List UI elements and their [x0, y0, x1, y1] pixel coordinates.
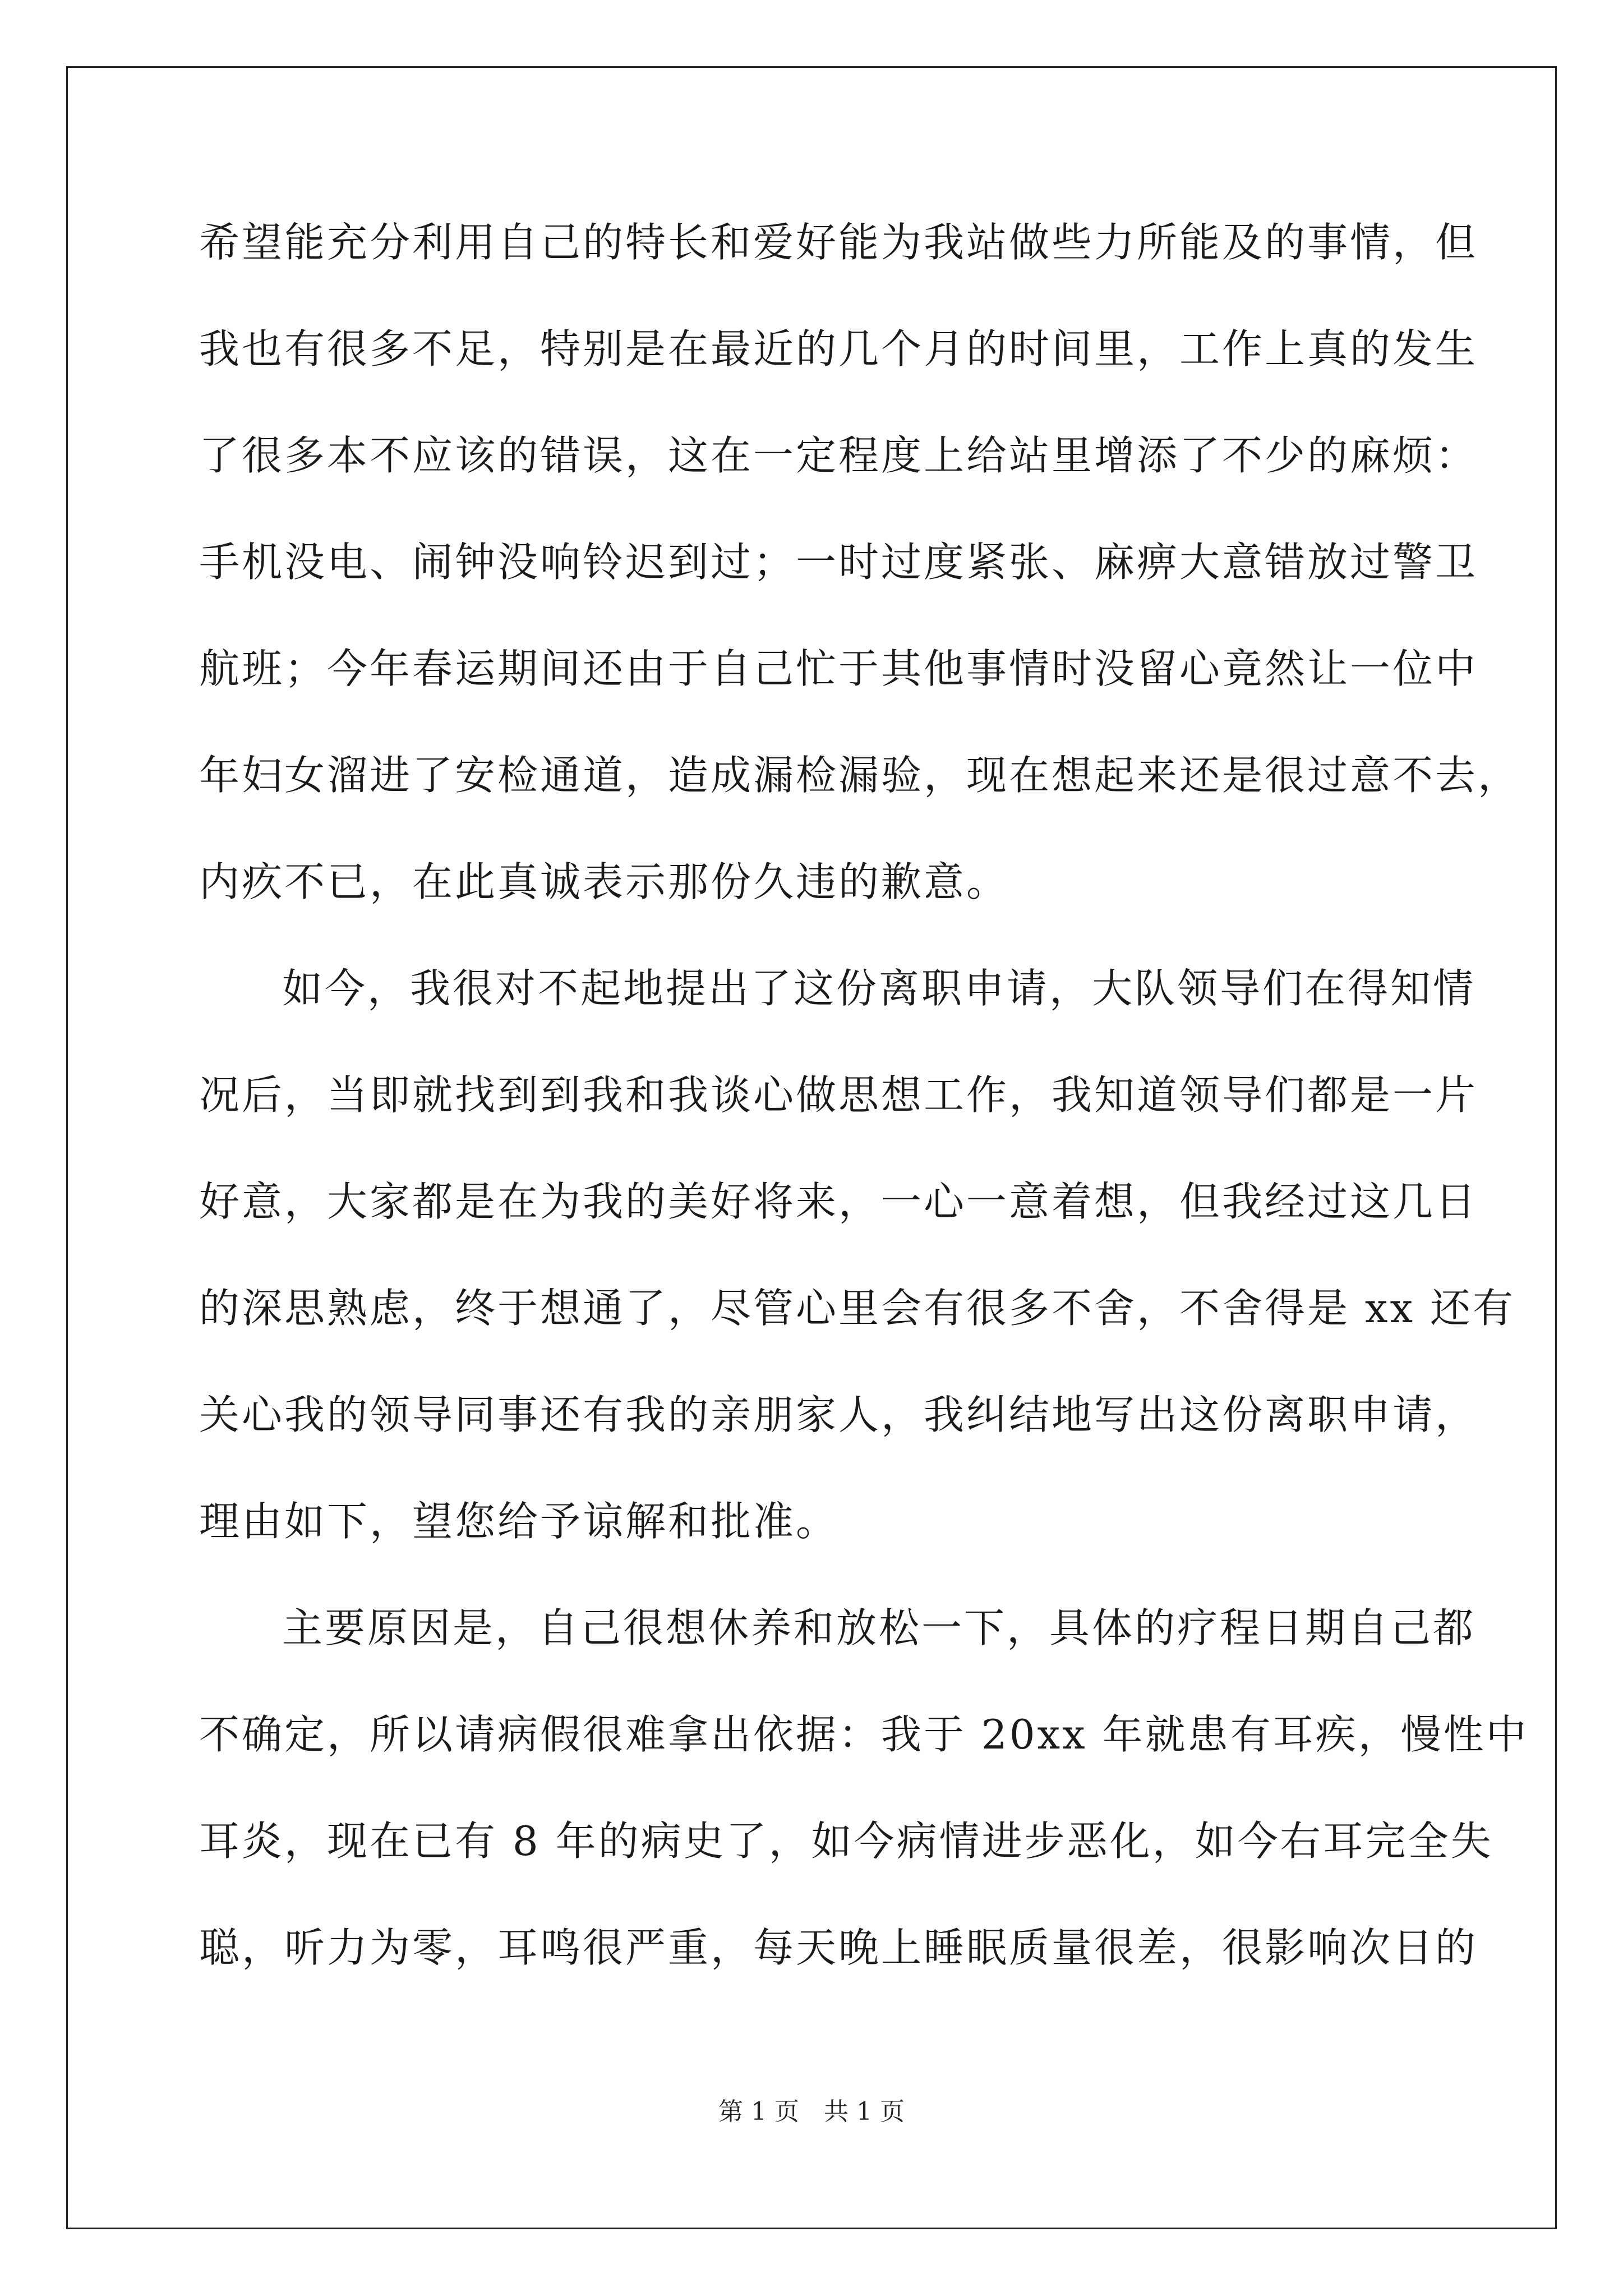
text-line: 聪，听力为零，耳鸣很严重，每天晚上睡眠质量很差，很影响次日的 [199, 1924, 1478, 1971]
text-line: 耳炎，现在已有 8 年的病史了，如今病情进步恶化，如今右耳完全失 [199, 1818, 1493, 1865]
text-line: 的深思熟虑，终于想通了，尽管心里会有很多不舍，不舍得是 xx 还有 [199, 1285, 1515, 1332]
text-line: 好意，大家都是在为我的美好将来，一心一意着想，但我经过这几日 [199, 1178, 1478, 1225]
text-line: 关心我的领导同事还有我的亲朋家人，我纠结地写出这份离职申请， [199, 1391, 1478, 1438]
paragraph-first-line: 主要原因是，自己很想休养和放松一下，具体的疗程日期自己都 [282, 1604, 1476, 1651]
text-line: 况后，当即就找到到我和我谈心做思想工作，我知道领导们都是一片 [199, 1071, 1478, 1119]
text-line: 航班；今年春运期间还由于自己忙于其他事情时没留心竟然让一位中 [199, 645, 1478, 692]
text-line: 年妇女溜进了安检通道，造成漏检漏验，现在想起来还是很过意不去， [199, 752, 1521, 799]
text-line: 手机没电、闹钟没响铃迟到过；一时过度紧张、麻痹大意错放过警卫 [199, 539, 1478, 586]
text-line: 内疚不已，在此真诚表示那份久违的歉意。 [199, 858, 1009, 905]
text-line: 我也有很多不足，特别是在最近的几个月的时间里，工作上真的发生 [199, 325, 1478, 372]
paragraph-first-line: 如今，我很对不起地提出了这份离职申请，大队领导们在得知情 [282, 965, 1476, 1012]
text-line: 了很多本不应该的错误，这在一定程度上给站里增添了不少的麻烦： [199, 432, 1478, 479]
text-line: 希望能充分利用自己的特长和爱好能为我站做些力所能及的事情，但 [199, 219, 1478, 266]
page-number: 第 1 页 共 1 页 [718, 2097, 905, 2126]
text-line: 不确定，所以请病假很难拿出依据：我于 20xx 年就患有耳疾，慢性中 [199, 1711, 1529, 1758]
document-body [199, 209, 1529, 2021]
text-line: 理由如下，望您给予谅解和批准。 [199, 1498, 839, 1545]
